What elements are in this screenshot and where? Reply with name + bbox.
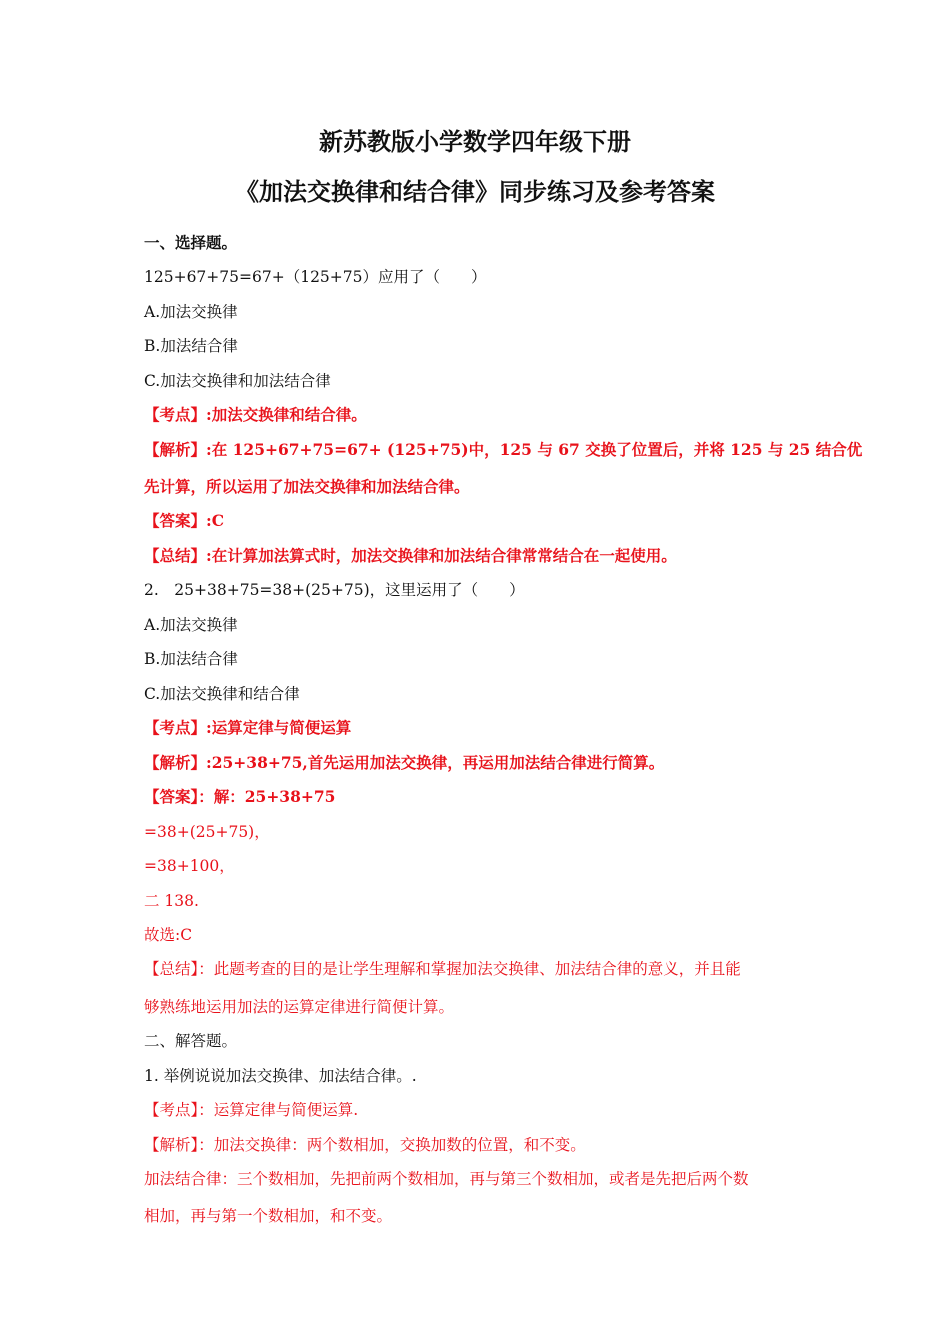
- key-point: 【考点】:运算定律与简便运算: [144, 718, 352, 737]
- summary-cont: 够熟练地运用加法的运算定律进行简便计算。: [144, 998, 455, 1016]
- summary: 【总结】:在计算加法算式时，加法交换律和加法结合律常常结合在一起使用。: [144, 546, 677, 565]
- document-subtitle: 《加法交换律和结合律》同步练习及参考答案: [235, 177, 715, 206]
- analysis-cont: 相加，再与第一个数相加，和不变。: [144, 1207, 393, 1225]
- summary: 【总结】：此题考查的目的是让学生理解和掌握加法交换律、加法结合律的意义，并且能: [144, 960, 741, 978]
- answer-choice: 故选:C: [144, 926, 193, 944]
- analysis-cont: 加法结合律：三个数相加，先把前两个数相加，再与第三个数相加，或者是先把后两个数: [144, 1170, 749, 1188]
- question-text: 125+67+75=67+（125+75）应用了（ ）: [144, 268, 487, 286]
- option-b: B.加法结合律: [144, 650, 238, 668]
- answer-step: =38+100，: [144, 857, 235, 875]
- section-heading: 一、选择题。: [144, 233, 238, 252]
- analysis: 【解析】：加法交换律：两个数相加，交换加数的位置，和不变。: [144, 1136, 586, 1154]
- option-c: C.加法交换律和结合律: [144, 685, 300, 703]
- answer: 【答案】：解：25+38+75: [144, 787, 336, 806]
- key-point: 【考点】：运算定律与简便运算.: [144, 1101, 359, 1119]
- analysis: 【解析】:25+38+75,首先运用加法交换律，再运用加法结合律进行简算。: [144, 753, 665, 772]
- analysis: 【解析】:在 125+67+75=67+ (125+75)中，125 与 67 交换了位置后，并将 125 与 25 结合优: [144, 440, 863, 459]
- answer-step: 二 138.: [144, 892, 199, 910]
- analysis-cont: 先计算，所以运用了加法交换律和加法结合律。: [144, 477, 470, 496]
- option-a: A.加法交换律: [144, 616, 238, 634]
- question-text: 1. 举例说说加法交换律、加法结合律。.: [144, 1067, 417, 1085]
- key-point: 【考点】:加法交换律和结合律。: [144, 405, 367, 424]
- answer-step: =38+(25+75)，: [144, 823, 270, 841]
- option-c: C.加法交换律和加法结合律: [144, 372, 331, 390]
- question-text: 2. 25+38+75=38+(25+75)，这里运用了（ ）: [144, 581, 525, 599]
- answer: 【答案】:C: [144, 511, 225, 530]
- document-title: 新苏教版小学数学四年级下册: [319, 127, 631, 156]
- option-a: A.加法交换律: [144, 303, 238, 321]
- option-b: B.加法结合律: [144, 337, 238, 355]
- section-heading: 二、解答题。: [144, 1032, 238, 1050]
